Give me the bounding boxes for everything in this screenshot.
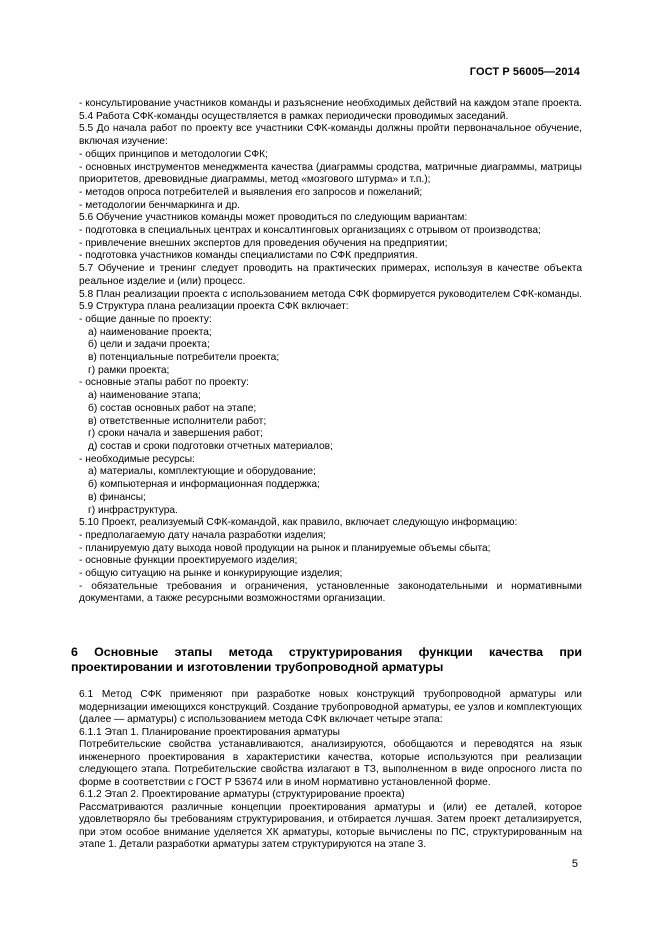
paragraph: 5.9 Структура плана реализации проекта СФК включает: xyxy=(79,301,349,313)
sub-list-item: г) инфраструктура. xyxy=(88,504,178,516)
sub-list-item: д) состав и сроки подготовки отчетных материалов; xyxy=(88,440,333,452)
paragraph: 5.7 Обучение и тренинг следует проводить на практических примерах, используя в качестве объекта реальное изделие и (или) процесс. xyxy=(79,263,582,287)
paragraph: 5.5 До начала работ по проекту все участники СФК-команды должны пройти первоначальное обучение, включая изучение: xyxy=(79,123,582,148)
list-item: - методологии бенчмаркинга и др. xyxy=(79,199,240,211)
list-item: - основные этапы работ по проекту: xyxy=(79,377,249,389)
list-item: - подготовка в специальных центрах и консалтинговых организациях с отрывом от производства; xyxy=(79,225,541,237)
list-item: - предполагаемую дату начала разработки изделия; xyxy=(79,529,326,541)
sub-list-item: а) наименование этапа; xyxy=(88,390,201,402)
list-item: - планируемую дату выхода новой продукции на рынок и планируемые объемы сбыта; xyxy=(79,542,491,554)
paragraph: - консультирование участников команды и разъяснение необходимых действий на каждом этапе проекта. xyxy=(79,98,583,109)
list-item: - общую ситуацию на рынке и конкурирующие изделия; xyxy=(79,568,343,580)
paragraph: 5.4 Работа СФК-команды осуществляется в рамках периодически проводимых заседаний. xyxy=(79,110,509,122)
sub-list-item: б) компьютерная и информационная поддержка; xyxy=(88,479,320,491)
sub-list-item: в) ответственные исполнители работ; xyxy=(88,415,267,427)
sub-list-item: в) потенциальные потребители проекта; xyxy=(88,352,280,364)
section-5-body xyxy=(71,98,582,606)
sub-list-item: а) наименование проекта; xyxy=(88,326,212,338)
page-header-standard: ГОСТ Р 56005—2014 xyxy=(469,66,580,78)
sub-list-item: в) финансы; xyxy=(88,491,146,503)
list-item: - общих принципов и методологии СФК; xyxy=(79,148,268,160)
list-item: - основные функции проектируемого изделия; xyxy=(79,555,298,567)
page-number: 5 xyxy=(571,858,578,870)
paragraph: 6.1.2 Этап 2. Проектирование арматуры (структурирование проекта) xyxy=(79,789,405,800)
paragraph: Рассматриваются различные концепции проектирования арматуры и (или) ее деталей, которое удовлетворяло бы требованиям структурирования, и отбирается лучшая. Затем проект детализируется, при этом особое внимание уделяется ХК арматуры, которые вычислены по ПС, структурированным на этапе 1. Детали разработки арматуры затем структурируются на этапе 3. xyxy=(79,801,582,850)
sub-list-item: б) цели и задачи проекта; xyxy=(88,339,210,351)
sub-list-item: а) материалы, комплектующие и оборудование; xyxy=(88,466,316,478)
paragraph: 5.10 Проект, реализуемый СФК-командой, как правило, включает следующую информацию: xyxy=(79,517,518,529)
list-item: - необходимые ресурсы: xyxy=(79,453,195,465)
list-item: - привлечение внешних экспертов для проведения обучения на предприятии; xyxy=(79,237,448,249)
section-6-heading: 6 Основные этапы метода структурирования функции качества при проектировании и изготовлении трубопроводной арматуры xyxy=(71,645,582,674)
sub-list-item: г) рамки проекта; xyxy=(88,364,170,376)
paragraph: Потребительские свойства устанавливаются, анализируются, обобщаются и переводятся на язык инженерного проектирования в характеристики качества, которые используются при реализации следующего этапа. Потребительские свойства излагают в ТЗ, выполненном в виде опросного листа по форме в соответствии с ГОСТ Р 53674 или в иноМ нормативно установленной форме. xyxy=(79,739,582,788)
sub-list-item: б) состав основных работ на этапе; xyxy=(88,402,257,414)
list-item: - подготовка участников команды специалистами по СФК предприятия. xyxy=(79,250,418,262)
list-item: - методов опроса потребителей и выявления его запросов и пожеланий; xyxy=(79,186,423,198)
list-item: - общие данные по проекту: xyxy=(79,313,212,325)
list-item: - основных инструментов менеджмента качества (диаграммы сродства, матричные диаграммы, матрицы приоритетов, древовидные диаграммы, метод «мозгового штурма» и т.п.); xyxy=(79,161,582,186)
paragraph: 6.1.1 Этап 1. Планирование проектирования арматуры xyxy=(79,726,340,738)
paragraph: 6.1 Метод СФК применяют при разработке новых конструкций трубопроводной арматуры или модернизации имеющихся конструкций. Создание трубопроводной арматуры, ее узлов и комплектующих (далее — арматуры) с использованием метода СФК включает четыре этапа: xyxy=(79,689,582,725)
paragraph: 5.6 Обучение участников команды может проводиться по следующим вариантам: xyxy=(79,212,468,224)
sub-list-item: г) сроки начала и завершения работ; xyxy=(88,428,263,440)
section-6-body xyxy=(71,689,582,852)
paragraph: 5.8 План реализации проекта с использованием метода СФК формируется руководителем СФК-команды. xyxy=(79,288,582,300)
list-item: - обязательные требования и ограничения, установленные законодательными и нормативными документами, а также ресурсными возможностями организации. xyxy=(79,580,582,605)
